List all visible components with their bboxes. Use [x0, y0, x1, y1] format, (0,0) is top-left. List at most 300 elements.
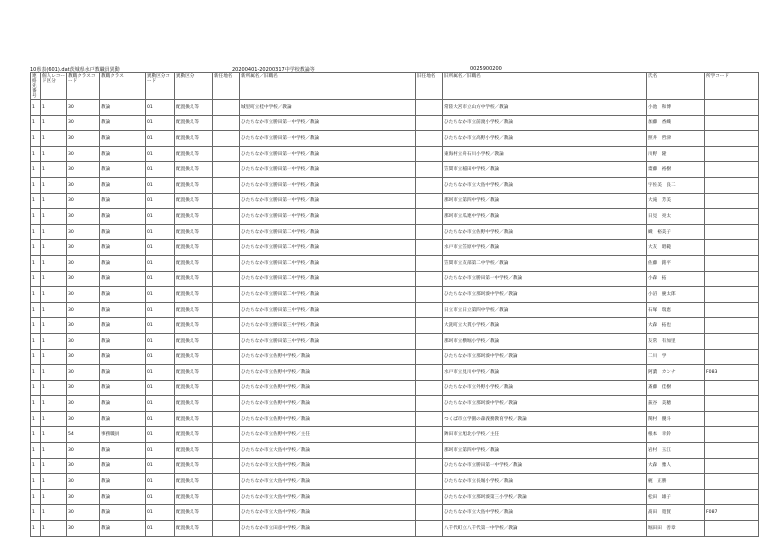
table-cell: 01: [146, 302, 175, 318]
table-cell: 1: [41, 100, 67, 116]
table-cell: [213, 505, 240, 521]
table-cell: 水戸市立見川中学校／教論: [443, 365, 647, 381]
table-cell: ひたちなか市立外野小学校／教論: [443, 380, 647, 396]
table-cell: 鉾田市立旭北小学校／主任: [443, 427, 647, 443]
table-cell: 01: [146, 411, 175, 427]
table-cell: ひたちなか市立佐野中学校／教論: [240, 365, 416, 381]
table-cell: [213, 521, 240, 537]
doc-code: 0025900200: [470, 66, 502, 72]
table-cell: 配置換え等: [175, 240, 213, 256]
table-cell: [705, 458, 759, 474]
table-cell: [705, 411, 759, 427]
table-cell: [416, 271, 443, 287]
date-range: 20200401-20200317中学校教論等: [232, 67, 315, 73]
table-cell: [213, 255, 240, 271]
table-row: [31, 411, 759, 427]
table-cell: 30: [67, 380, 100, 396]
table-cell: 01: [146, 443, 175, 459]
table-cell: F087: [705, 505, 759, 521]
table-cell: [416, 209, 443, 225]
table-cell: 1: [31, 489, 41, 505]
table-cell: 水戸市立笠原中学校／教論: [443, 240, 647, 256]
table-cell: [416, 162, 443, 178]
table-cell: 30: [67, 489, 100, 505]
table-cell: 01: [146, 365, 175, 381]
table-cell: 配置換え等: [175, 505, 213, 521]
table-cell: 1: [41, 505, 67, 521]
table-cell: 梶 正勝: [647, 474, 705, 490]
table-cell: ひたちなか市立勝田第一中学校／教論: [443, 271, 647, 287]
table-cell: 教論: [100, 474, 146, 490]
table-row: [31, 240, 759, 256]
table-cell: 齋藤 裕樹: [647, 162, 705, 178]
table-row: [31, 458, 759, 474]
table-cell: [416, 458, 443, 474]
table-cell: 1: [41, 255, 67, 271]
table-row: [31, 209, 759, 225]
column-header: 異動区分コード: [146, 73, 175, 100]
table-row: [31, 365, 759, 381]
table-cell: 配置換え等: [175, 365, 213, 381]
table-row: [31, 287, 759, 303]
table-cell: ひたちなか市立佐野中学校／教論: [443, 224, 647, 240]
table-cell: 教論: [100, 302, 146, 318]
table-cell: 1: [41, 427, 67, 443]
table-cell: 配置換え等: [175, 521, 213, 537]
table-cell: ひたちなか市立勝田第一中学校／教論: [240, 162, 416, 178]
table-cell: 教論: [100, 396, 146, 412]
table-cell: ひたちなか市立勝田第二中学校／教論: [240, 240, 416, 256]
table-cell: 1: [31, 396, 41, 412]
table-cell: 大洗町立大貫小学校／教論: [443, 318, 647, 334]
table-cell: [705, 521, 759, 537]
table-cell: ひたちなか市立田彦中学校／教論: [240, 521, 416, 537]
table-cell: 1: [31, 349, 41, 365]
table-cell: 配置換え等: [175, 287, 213, 303]
table-cell: [705, 100, 759, 116]
table-cell: 1: [31, 177, 41, 193]
table-cell: 1: [41, 521, 67, 537]
table-cell: [416, 177, 443, 193]
table-cell: 城里町立桂中学校／教論: [240, 100, 416, 116]
personnel-table: [30, 72, 759, 537]
table-cell: ひたちなか市立佐野中学校／主任: [240, 427, 416, 443]
table-row: [31, 193, 759, 209]
table-cell: [213, 287, 240, 303]
table-cell: [213, 489, 240, 505]
table-cell: [705, 271, 759, 287]
table-cell: 川野 隆: [647, 146, 705, 162]
table-cell: 織 裕美子: [647, 224, 705, 240]
table-row: [31, 302, 759, 318]
table-cell: [705, 474, 759, 490]
table-cell: 1: [31, 505, 41, 521]
table-cell: 教論: [100, 162, 146, 178]
table-cell: [416, 240, 443, 256]
table-row: [31, 255, 759, 271]
table-cell: 1: [41, 131, 67, 147]
table-cell: [213, 271, 240, 287]
table-cell: 配置換え等: [175, 271, 213, 287]
table-cell: 01: [146, 396, 175, 412]
table-cell: 01: [146, 427, 175, 443]
table-cell: 配置換え等: [175, 162, 213, 178]
table-row: [31, 396, 759, 412]
table-cell: 30: [67, 474, 100, 490]
table-cell: 1: [41, 318, 67, 334]
table-cell: 01: [146, 271, 175, 287]
table-cell: 常陸大宮市立山方中学校／教論: [443, 100, 647, 116]
table-cell: 1: [31, 193, 41, 209]
table-cell: [213, 396, 240, 412]
table-cell: 大森 拓也: [647, 318, 705, 334]
table-cell: [705, 333, 759, 349]
table-cell: [416, 287, 443, 303]
table-cell: [213, 318, 240, 334]
table-row: [31, 505, 759, 521]
column-header: 新任地名: [213, 73, 240, 100]
table-cell: 教論: [100, 380, 146, 396]
table-cell: 1: [31, 427, 41, 443]
table-cell: 1: [31, 100, 41, 116]
table-cell: [213, 302, 240, 318]
table-cell: 日立市立日立第四中学校／教論: [443, 302, 647, 318]
table-cell: [416, 427, 443, 443]
table-cell: 日見 亮太: [647, 209, 705, 225]
table-cell: 01: [146, 474, 175, 490]
column-header: 個人レコード区分: [41, 73, 67, 100]
table-cell: 大森 雅人: [647, 458, 705, 474]
column-header: 所学コード: [705, 73, 759, 100]
table-cell: [416, 521, 443, 537]
table-row: [31, 224, 759, 240]
table-cell: 教論: [100, 131, 146, 147]
table-cell: ひたちなか市立大島中学校／教論: [443, 177, 647, 193]
table-cell: ひたちなか市立佐野中学校／教論: [240, 411, 416, 427]
table-cell: 30: [67, 193, 100, 209]
table-cell: 教論: [100, 224, 146, 240]
table-cell: [213, 115, 240, 131]
table-cell: 事務職員: [100, 427, 146, 443]
table-cell: 1: [31, 255, 41, 271]
table-cell: ひたちなか市立勝田第一中学校／教論: [240, 146, 416, 162]
table-cell: [705, 146, 759, 162]
table-cell: 1: [41, 333, 67, 349]
column-header: 教職クラスコード: [67, 73, 100, 100]
table-cell: [416, 443, 443, 459]
table-cell: [705, 255, 759, 271]
table-cell: 照井 哲津: [647, 131, 705, 147]
table-cell: [213, 131, 240, 147]
table-cell: 30: [67, 240, 100, 256]
table-cell: 30: [67, 115, 100, 131]
table-cell: 教論: [100, 333, 146, 349]
table-cell: [416, 302, 443, 318]
table-cell: [416, 318, 443, 334]
table-cell: [705, 162, 759, 178]
table-cell: ひたちなか市立勝田第三中学校／教論: [240, 302, 416, 318]
table-cell: [213, 349, 240, 365]
table-cell: 1: [31, 365, 41, 381]
table-cell: 小沼 慶太郎: [647, 287, 705, 303]
table-cell: ひたちなか市立那珂湊中学校／教論: [443, 349, 647, 365]
table-cell: [213, 458, 240, 474]
table-cell: ひたちなか市立勝田第二中学校／教論: [240, 287, 416, 303]
table-cell: 配置換え等: [175, 318, 213, 334]
table-cell: [416, 224, 443, 240]
table-cell: 小森 拓: [647, 271, 705, 287]
table-cell: 1: [31, 443, 41, 459]
table-cell: ひたちなか市立高野小学校／教論: [443, 131, 647, 147]
table-cell: 配置換え等: [175, 255, 213, 271]
table-cell: 30: [67, 333, 100, 349]
table-cell: 配置換え等: [175, 489, 213, 505]
table-cell: 30: [67, 505, 100, 521]
table-cell: 01: [146, 333, 175, 349]
table-cell: 教論: [100, 365, 146, 381]
table-cell: 大友 昭範: [647, 240, 705, 256]
table-cell: [705, 443, 759, 459]
table-cell: 30: [67, 209, 100, 225]
table-cell: [705, 115, 759, 131]
table-cell: 01: [146, 505, 175, 521]
table-cell: [416, 255, 443, 271]
table-cell: 配置換え等: [175, 443, 213, 459]
table-cell: 教論: [100, 349, 146, 365]
table-cell: 1: [41, 458, 67, 474]
table-cell: ひたちなか市立佐野中学校／教論: [240, 396, 416, 412]
table-row: [31, 489, 759, 505]
table-cell: 30: [67, 318, 100, 334]
table-row: [31, 521, 759, 537]
table-cell: 1: [41, 396, 67, 412]
table-cell: 30: [67, 224, 100, 240]
table-cell: 01: [146, 193, 175, 209]
table-cell: [213, 333, 240, 349]
table-cell: 1: [31, 115, 41, 131]
table-cell: 小池 和博: [647, 100, 705, 116]
table-cell: [213, 146, 240, 162]
table-cell: ひたちなか市立勝田第二中学校／教論: [240, 255, 416, 271]
table-cell: 配置換え等: [175, 396, 213, 412]
table-cell: 教論: [100, 521, 146, 537]
table-cell: 1: [31, 131, 41, 147]
table-cell: [705, 302, 759, 318]
table-cell: [416, 193, 443, 209]
table-cell: [705, 193, 759, 209]
table-cell: 佐藤 銘平: [647, 255, 705, 271]
table-cell: 01: [146, 287, 175, 303]
table-cell: 1: [31, 474, 41, 490]
table-cell: [416, 489, 443, 505]
table-cell: 配置換え等: [175, 411, 213, 427]
table-cell: [705, 349, 759, 365]
table-cell: 配置換え等: [175, 177, 213, 193]
table-cell: [213, 209, 240, 225]
table-cell: 配置換え等: [175, 474, 213, 490]
table-cell: [705, 131, 759, 147]
table-cell: ひたちなか市立大島中学校／教論: [240, 458, 416, 474]
table-cell: 配置換え等: [175, 458, 213, 474]
table-cell: 那珂市立瓜連中学校／教論: [443, 209, 647, 225]
table-cell: 配置換え等: [175, 131, 213, 147]
table-cell: 阿濃 カンナ: [647, 365, 705, 381]
table-cell: [416, 474, 443, 490]
table-cell: 1: [41, 365, 67, 381]
table-cell: ひたちなか市立勝田第一中学校／教論: [240, 115, 416, 131]
table-cell: ひたちなか市立大島中学校／教論: [240, 443, 416, 459]
table-row: [31, 271, 759, 287]
table-cell: 30: [67, 131, 100, 147]
table-cell: F083: [705, 365, 759, 381]
column-header: 旧任地名: [416, 73, 443, 100]
table-cell: 教論: [100, 271, 146, 287]
table-cell: [213, 162, 240, 178]
table-cell: 教論: [100, 240, 146, 256]
table-cell: [213, 100, 240, 116]
table-cell: [705, 489, 759, 505]
file-title: 10県表(601).dat茨城県水戸教職員異動: [30, 67, 120, 73]
table-cell: 01: [146, 458, 175, 474]
table-cell: 髙田 寛賀: [647, 505, 705, 521]
table-cell: 八千代町立八千代第一中学校／教論: [443, 521, 647, 537]
table-cell: 01: [146, 177, 175, 193]
table-cell: 1: [31, 411, 41, 427]
table-cell: ひたちなか市立大島中学校／教論: [240, 474, 416, 490]
table-cell: 笠間市立友部第二中学校／教論: [443, 255, 647, 271]
table-cell: [416, 411, 443, 427]
table-cell: 二川 学: [647, 349, 705, 365]
table-cell: 岩村 玉江: [647, 443, 705, 459]
table-row: [31, 474, 759, 490]
table-cell: 荻谷 美穂: [647, 396, 705, 412]
table-cell: [416, 349, 443, 365]
table-cell: ひたちなか市立勝田第二中学校／教論: [240, 271, 416, 287]
table-cell: 大滝 芳美: [647, 193, 705, 209]
table-row: [31, 443, 759, 459]
table-cell: 30: [67, 396, 100, 412]
table-cell: 01: [146, 146, 175, 162]
table-cell: 1: [41, 443, 67, 459]
table-cell: 30: [67, 100, 100, 116]
table-cell: 笠間市立稲田中学校／教論: [443, 162, 647, 178]
table-cell: [416, 380, 443, 396]
table-cell: 01: [146, 131, 175, 147]
table-cell: 1: [41, 380, 67, 396]
table-cell: 配置換え等: [175, 100, 213, 116]
table-cell: 01: [146, 318, 175, 334]
table-cell: 01: [146, 489, 175, 505]
table-cell: ひたちなか市立前渡小学校／教論: [443, 115, 647, 131]
table-cell: ひたちなか市立勝田第一中学校／教論: [240, 193, 416, 209]
table-cell: [416, 100, 443, 116]
table-cell: 01: [146, 255, 175, 271]
table-cell: 1: [31, 380, 41, 396]
table-cell: 01: [146, 349, 175, 365]
table-cell: 1: [41, 349, 67, 365]
table-cell: 1: [41, 411, 67, 427]
table-cell: ひたちなか市立大島中学校／教論: [240, 489, 416, 505]
table-cell: 1: [31, 302, 41, 318]
table-cell: 友常 有加里: [647, 333, 705, 349]
table-cell: 配置換え等: [175, 224, 213, 240]
table-cell: 教論: [100, 505, 146, 521]
table-row: [31, 177, 759, 193]
table-cell: [416, 115, 443, 131]
table-cell: 1: [31, 333, 41, 349]
table-cell: 30: [67, 146, 100, 162]
table-cell: 配置換え等: [175, 115, 213, 131]
table-cell: 配置換え等: [175, 193, 213, 209]
table-cell: 教論: [100, 489, 146, 505]
column-header: 異動区分: [175, 73, 213, 100]
table-cell: 01: [146, 380, 175, 396]
table-cell: 根本 幸鈴: [647, 427, 705, 443]
table-cell: [705, 318, 759, 334]
table-cell: [705, 396, 759, 412]
column-header: 連絡先番号: [31, 73, 41, 100]
table-cell: 1: [41, 146, 67, 162]
table-cell: ひたちなか市立勝田第一中学校／教論: [240, 209, 416, 225]
table-cell: ひたちなか市立勝田第一中学校／教論: [240, 177, 416, 193]
table-cell: [416, 505, 443, 521]
column-header: 旧所属名／旧職名: [443, 73, 647, 100]
table-cell: 1: [41, 177, 67, 193]
table-cell: 1: [41, 240, 67, 256]
table-row: [31, 333, 759, 349]
table-row: [31, 146, 759, 162]
table-cell: 教論: [100, 209, 146, 225]
table-cell: 松田 雄子: [647, 489, 705, 505]
table-cell: 加藤 香織: [647, 115, 705, 131]
column-header: 教職クラス: [100, 73, 146, 100]
table-cell: ひたちなか市立那珂湊第三小学校／教論: [443, 489, 647, 505]
table-cell: 関村 優斗: [647, 411, 705, 427]
table-cell: 教論: [100, 193, 146, 209]
table-cell: ひたちなか市立勝田第三中学校／教論: [240, 318, 416, 334]
table-cell: ひたちなか市立佐野中学校／教論: [240, 380, 416, 396]
table-cell: 配置換え等: [175, 146, 213, 162]
table-cell: 54: [67, 427, 100, 443]
table-cell: [213, 411, 240, 427]
header-row: [31, 73, 759, 100]
table-cell: ひたちなか市立大島中学校／教論: [443, 505, 647, 521]
table-row: [31, 380, 759, 396]
table-row: [31, 162, 759, 178]
table-cell: [705, 427, 759, 443]
table-cell: 30: [67, 349, 100, 365]
table-cell: 01: [146, 240, 175, 256]
table-cell: 宇佐美 良二: [647, 177, 705, 193]
table-cell: 配置換え等: [175, 349, 213, 365]
table-cell: 堀田田 善章: [647, 521, 705, 537]
table-cell: 教論: [100, 146, 146, 162]
table-cell: ひたちなか市立勝田第一中学校／教論: [443, 458, 647, 474]
table-cell: 30: [67, 287, 100, 303]
table-cell: ひたちなか市立勝田第二中学校／教論: [240, 224, 416, 240]
table-cell: [705, 224, 759, 240]
table-cell: [213, 240, 240, 256]
table-cell: [416, 131, 443, 147]
table-cell: 1: [31, 271, 41, 287]
table-cell: 教論: [100, 100, 146, 116]
table-row: [31, 131, 759, 147]
table-cell: 30: [67, 177, 100, 193]
table-cell: [705, 287, 759, 303]
table-cell: ひたちなか市立那珂湊中学校／教論: [443, 396, 647, 412]
table-cell: 01: [146, 115, 175, 131]
table-cell: [213, 474, 240, 490]
